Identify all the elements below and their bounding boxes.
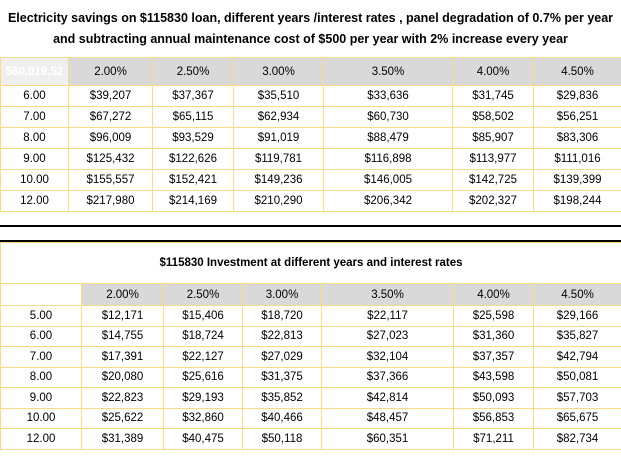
amount-cell[interactable]: $85,907 xyxy=(453,128,534,149)
years-cell[interactable]: 8.00 xyxy=(1,367,82,388)
amount-cell[interactable]: $32,104 xyxy=(322,347,454,368)
amount-cell[interactable]: $22,823 xyxy=(82,388,164,409)
amount-cell[interactable]: $50,118 xyxy=(243,429,322,450)
table-row xyxy=(1,408,621,429)
amount-cell[interactable]: $42,794 xyxy=(534,347,621,368)
amount-cell[interactable]: $83,306 xyxy=(534,128,621,149)
amount-cell[interactable]: $217,980 xyxy=(69,191,153,212)
amount-cell[interactable]: $43,598 xyxy=(454,367,534,388)
amount-cell[interactable]: $93,529 xyxy=(153,128,234,149)
amount-cell[interactable]: $42,814 xyxy=(322,388,454,409)
rate-column-header[interactable]: 4.50% xyxy=(534,58,621,86)
savings-corner-cell[interactable]: $60,019.52 xyxy=(1,58,69,86)
amount-cell[interactable]: $31,745 xyxy=(453,86,534,107)
amount-cell[interactable]: $58,502 xyxy=(453,107,534,128)
amount-cell[interactable]: $139,399 xyxy=(534,170,621,191)
table-row xyxy=(1,128,621,149)
amount-cell[interactable]: $35,510 xyxy=(234,86,324,107)
rate-column-header[interactable]: 2.50% xyxy=(153,58,234,86)
years-cell[interactable]: 6.00 xyxy=(1,86,69,107)
table-row xyxy=(1,170,621,191)
amount-cell[interactable]: $37,367 xyxy=(153,86,234,107)
investment-table-title: $115830 Investment at different years and interest rates xyxy=(1,243,621,284)
amount-cell[interactable]: $155,557 xyxy=(69,170,153,191)
amount-cell[interactable]: $40,466 xyxy=(243,408,322,429)
rate-column-header[interactable]: 4.50% xyxy=(534,284,621,306)
amount-cell[interactable]: $65,115 xyxy=(153,107,234,128)
spacer xyxy=(0,212,621,225)
amount-cell[interactable]: $71,211 xyxy=(454,429,534,450)
rate-column-header[interactable]: 3.00% xyxy=(234,58,324,86)
savings-table-body xyxy=(1,86,621,212)
amount-cell[interactable]: $113,977 xyxy=(453,149,534,170)
years-cell[interactable]: 8.00 xyxy=(1,128,69,149)
amount-cell[interactable]: $18,720 xyxy=(243,306,322,327)
amount-cell[interactable]: $33,636 xyxy=(324,86,453,107)
amount-cell[interactable]: $56,853 xyxy=(454,408,534,429)
table-row xyxy=(1,86,621,107)
amount-cell[interactable]: $60,730 xyxy=(324,107,453,128)
amount-cell[interactable]: $67,272 xyxy=(69,107,153,128)
amount-cell[interactable]: $50,093 xyxy=(454,388,534,409)
savings-table xyxy=(0,57,621,212)
years-cell[interactable]: 10.00 xyxy=(1,408,82,429)
table-row xyxy=(1,326,621,347)
rate-column-header[interactable]: 3.50% xyxy=(324,58,453,86)
amount-cell[interactable]: $82,734 xyxy=(534,429,621,450)
table-row xyxy=(1,191,621,212)
amount-cell[interactable]: $214,169 xyxy=(153,191,234,212)
amount-cell[interactable]: $35,827 xyxy=(534,326,621,347)
amount-cell[interactable]: $119,781 xyxy=(234,149,324,170)
years-cell[interactable]: 10.00 xyxy=(1,170,69,191)
amount-cell[interactable]: $25,622 xyxy=(82,408,164,429)
amount-cell[interactable]: $27,023 xyxy=(322,326,454,347)
amount-cell[interactable]: $96,009 xyxy=(69,128,153,149)
amount-cell[interactable]: $40,475 xyxy=(164,429,243,450)
amount-cell[interactable]: $25,616 xyxy=(164,367,243,388)
investment-table xyxy=(0,242,621,450)
years-cell[interactable]: 12.00 xyxy=(1,191,69,212)
rate-column-header[interactable]: 4.00% xyxy=(453,58,534,86)
rate-column-header[interactable]: 2.00% xyxy=(69,58,153,86)
amount-cell[interactable]: $22,127 xyxy=(164,347,243,368)
amount-cell[interactable]: $116,898 xyxy=(324,149,453,170)
years-cell[interactable]: 9.00 xyxy=(1,149,69,170)
years-cell[interactable]: 5.00 xyxy=(1,306,82,327)
amount-cell[interactable]: $12,171 xyxy=(82,306,164,327)
table-row xyxy=(1,429,621,450)
amount-cell[interactable]: $20,080 xyxy=(82,367,164,388)
amount-cell[interactable]: $22,813 xyxy=(243,326,322,347)
investment-header-row xyxy=(1,284,621,306)
amount-cell[interactable]: $56,251 xyxy=(534,107,621,128)
years-cell[interactable]: 7.00 xyxy=(1,107,69,128)
amount-cell[interactable]: $39,207 xyxy=(69,86,153,107)
investment-table-body xyxy=(1,306,621,450)
amount-cell[interactable]: $31,375 xyxy=(243,367,322,388)
amount-cell[interactable]: $152,421 xyxy=(153,170,234,191)
amount-cell[interactable]: $48,457 xyxy=(322,408,454,429)
years-cell[interactable]: 12.00 xyxy=(1,429,82,450)
table-row xyxy=(1,107,621,128)
amount-cell[interactable]: $29,166 xyxy=(534,306,621,327)
table-row xyxy=(1,347,621,368)
amount-cell[interactable]: $125,432 xyxy=(69,149,153,170)
years-cell[interactable]: 6.00 xyxy=(1,326,82,347)
amount-cell[interactable]: $210,290 xyxy=(234,191,324,212)
amount-cell[interactable]: $202,327 xyxy=(453,191,534,212)
table-row xyxy=(1,367,621,388)
amount-cell[interactable]: $14,755 xyxy=(82,326,164,347)
amount-cell[interactable]: $149,236 xyxy=(234,170,324,191)
amount-cell[interactable]: $206,342 xyxy=(324,191,453,212)
years-cell[interactable]: 7.00 xyxy=(1,347,82,368)
amount-cell[interactable]: $18,724 xyxy=(164,326,243,347)
amount-cell[interactable]: $65,675 xyxy=(534,408,621,429)
table-row xyxy=(1,388,621,409)
amount-cell[interactable]: $60,351 xyxy=(322,429,454,450)
rate-column-header[interactable]: 3.50% xyxy=(322,284,454,306)
savings-table-title: Electricity savings on $115830 loan, different years /interest rates , panel degradation of 0.7% per year and subtracting annual maintenance cost of $500 per year with 2% increase every year xyxy=(7,10,614,46)
rate-column-header[interactable]: 3.00% xyxy=(243,284,322,306)
investment-corner-cell[interactable] xyxy=(1,284,82,306)
amount-cell[interactable]: $22,117 xyxy=(322,306,454,327)
amount-cell[interactable]: $27,029 xyxy=(243,347,322,368)
amount-cell[interactable]: $142,725 xyxy=(453,170,534,191)
amount-cell[interactable]: $91,019 xyxy=(234,128,324,149)
amount-cell[interactable]: $29,193 xyxy=(164,388,243,409)
table-row xyxy=(1,149,621,170)
amount-cell[interactable]: $88,479 xyxy=(324,128,453,149)
rate-column-header[interactable]: 2.50% xyxy=(164,284,243,306)
amount-cell[interactable]: $17,391 xyxy=(82,347,164,368)
investment-title-row xyxy=(1,243,621,284)
amount-cell[interactable]: $37,366 xyxy=(322,367,454,388)
savings-header-row xyxy=(1,58,621,86)
amount-cell[interactable]: $122,626 xyxy=(153,149,234,170)
amount-cell[interactable]: $50,081 xyxy=(534,367,621,388)
spacer xyxy=(0,227,621,240)
amount-cell[interactable]: $25,598 xyxy=(454,306,534,327)
amount-cell[interactable]: $37,357 xyxy=(454,347,534,368)
amount-cell[interactable]: $146,005 xyxy=(324,170,453,191)
rate-column-header[interactable]: 2.00% xyxy=(82,284,164,306)
amount-cell[interactable]: $29,836 xyxy=(534,86,621,107)
amount-cell[interactable]: $111,016 xyxy=(534,149,621,170)
amount-cell[interactable]: $35,852 xyxy=(243,388,322,409)
amount-cell[interactable]: $32,860 xyxy=(164,408,243,429)
amount-cell[interactable]: $31,389 xyxy=(82,429,164,450)
amount-cell[interactable]: $62,934 xyxy=(234,107,324,128)
amount-cell[interactable]: $31,360 xyxy=(454,326,534,347)
years-cell[interactable]: 9.00 xyxy=(1,388,82,409)
amount-cell[interactable]: $198,244 xyxy=(534,191,621,212)
amount-cell[interactable]: $57,703 xyxy=(534,388,621,409)
amount-cell[interactable]: $15,406 xyxy=(164,306,243,327)
table-row xyxy=(1,306,621,327)
rate-column-header[interactable]: 4.00% xyxy=(454,284,534,306)
